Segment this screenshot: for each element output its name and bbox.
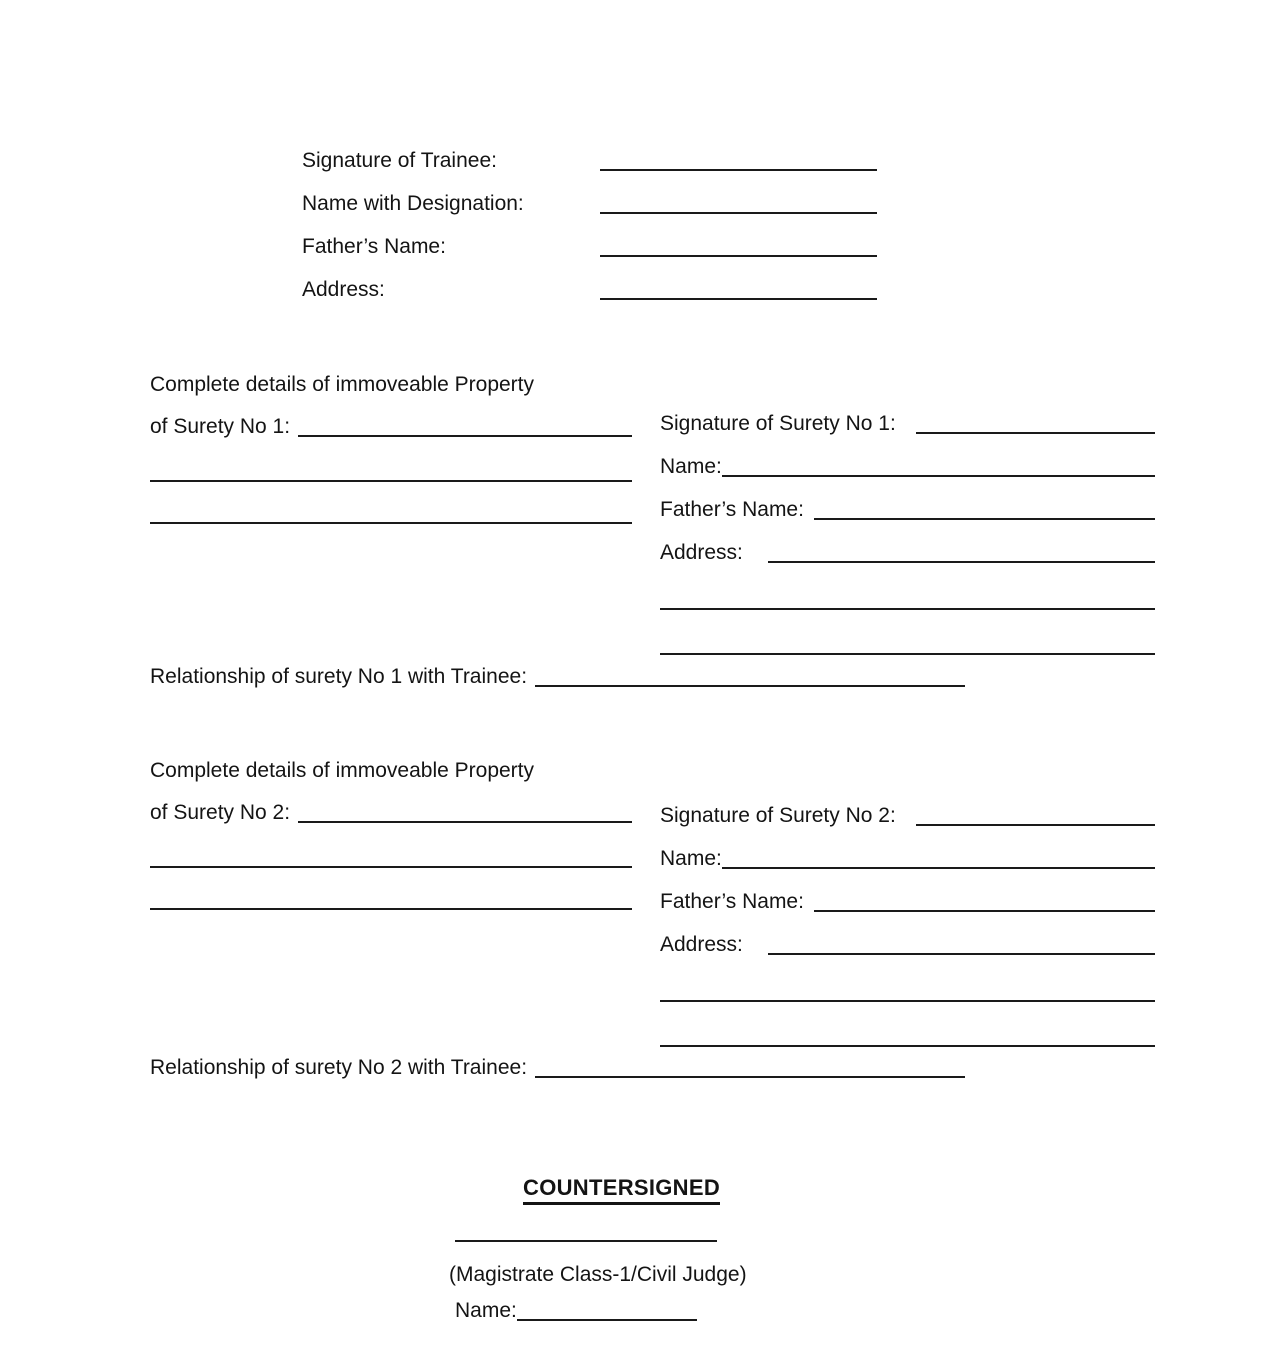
- surety1-relationship-label: Relationship of surety No 1 with Trainee:: [150, 665, 528, 688]
- surety1-details-line: [298, 435, 632, 437]
- surety1-relationship-row: [150, 656, 965, 698]
- surety1-name-row: [660, 445, 1155, 488]
- trainee-father-name-label: Father’s Name:: [302, 235, 446, 258]
- magistrate-name-row: [455, 1290, 697, 1332]
- surety1-father-name-line: [814, 518, 1155, 520]
- surety2-details-title: Complete details of immoveable Property: [150, 759, 535, 782]
- countersigned-title-text: COUNTERSIGNED: [523, 1175, 720, 1205]
- surety2-address-row: [660, 923, 1155, 966]
- surety2-details-line: [298, 821, 632, 823]
- surety2-name-line: [722, 867, 1155, 869]
- trainee-address-label: Address:: [302, 278, 385, 301]
- trainee-signature-row: [302, 139, 877, 182]
- surety2-details-label: of Surety No 2:: [150, 801, 291, 824]
- surety1-address-line: [768, 561, 1155, 563]
- surety2-relationship-label: Relationship of surety No 2 with Trainee:: [150, 1056, 528, 1079]
- surety1-address-extra-line-2: [660, 653, 1155, 655]
- surety2-father-name-line: [814, 910, 1155, 912]
- magistrate-name-label: Name:: [455, 1299, 517, 1322]
- magistrate-signature-line: [455, 1240, 717, 1242]
- surety2-address-extra-line-1: [660, 1000, 1155, 1002]
- surety2-relationship-line: [535, 1076, 965, 1078]
- trainee-father-name-row: [302, 225, 877, 268]
- surety1-property-details: [150, 364, 632, 524]
- trainee-designation-label: Name with Designation:: [302, 192, 524, 215]
- trainee-address-row: [302, 268, 877, 311]
- surety1-signature-line: [916, 432, 1155, 434]
- surety1-address-label: Address:: [660, 541, 743, 564]
- surety1-details-extra-line-1: [150, 480, 632, 482]
- surety1-address-extra-line-1: [660, 608, 1155, 610]
- surety1-signature-section: [660, 402, 1155, 655]
- trainee-signature-label: Signature of Trainee:: [302, 149, 497, 172]
- surety2-father-name-row: [660, 880, 1155, 923]
- surety2-details-extra-line-2: [150, 908, 632, 910]
- surety1-father-name-row: [660, 488, 1155, 531]
- surety1-relationship-line: [535, 685, 965, 687]
- surety1-father-name-label: Father’s Name:: [660, 498, 804, 521]
- trainee-signature-line: [600, 169, 877, 171]
- surety2-signature-section: [660, 794, 1155, 1047]
- surety2-name-row: [660, 837, 1155, 880]
- surety1-details-label: of Surety No 1:: [150, 415, 291, 438]
- trainee-designation-row: [302, 182, 877, 225]
- surety1-signature-label: Signature of Surety No 1:: [660, 412, 896, 435]
- countersigned-heading: [523, 1174, 720, 1202]
- surety2-details-row: [150, 792, 632, 834]
- surety1-details-title: Complete details of immoveable Property: [150, 373, 535, 396]
- surety2-signature-row: [660, 794, 1155, 837]
- surety1-name-label: Name:: [660, 455, 722, 478]
- surety2-relationship-row: [150, 1047, 965, 1089]
- surety1-name-line: [722, 475, 1155, 477]
- surety2-address-label: Address:: [660, 933, 743, 956]
- trainee-address-line: [600, 298, 877, 300]
- magistrate-designation: (Magistrate Class-1/Civil Judge): [449, 1263, 747, 1286]
- trainee-section: [302, 139, 877, 311]
- surety1-address-row: [660, 531, 1155, 574]
- surety2-signature-label: Signature of Surety No 2:: [660, 804, 896, 827]
- trainee-designation-line: [600, 212, 877, 214]
- surety1-details-row: [150, 406, 632, 448]
- surety2-father-name-label: Father’s Name:: [660, 890, 804, 913]
- surety1-details-extra-line-2: [150, 522, 632, 524]
- trainee-father-name-line: [600, 255, 877, 257]
- surety2-address-line: [768, 953, 1155, 955]
- magistrate-name-line: [517, 1319, 697, 1321]
- surety2-name-label: Name:: [660, 847, 722, 870]
- surety2-details-extra-line-1: [150, 866, 632, 868]
- surety1-signature-row: [660, 402, 1155, 445]
- surety2-property-details: [150, 750, 632, 910]
- surety2-signature-line: [916, 824, 1155, 826]
